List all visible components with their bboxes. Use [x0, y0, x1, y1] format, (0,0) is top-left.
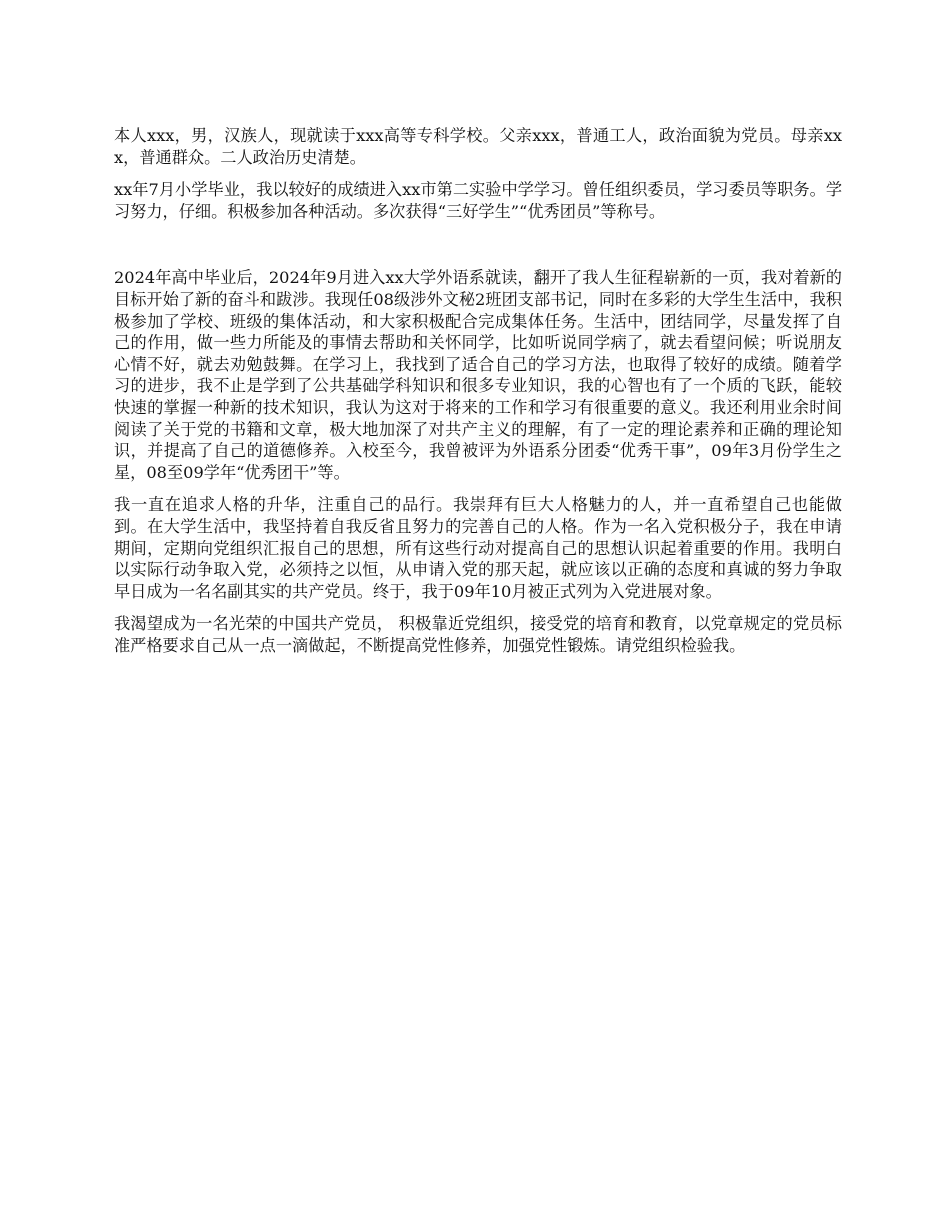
paragraph-university: 2024年高中毕业后，2024年9月进入xx大学外语系就读，翻开了我人生征程崭新的一页，我对着新的目标开始了新的奋斗和跋涉。我现任08级涉外文秘2班团支部书记，同时在多彩的大学生生活中，我积极参加了学校、班级的集体活动，和大家积极配合完成集体任务。生活中，团结同学，尽量发挥了自己的作用，做一些力所能及的事情去帮助和关怀同学，比如听说同学病了，就去看望问候；听说朋友心情不好，就去劝勉鼓舞。在学习上，我找到了适合自己的学习方法，也取得了较好的成绩。随着学习的进步，我不止是学到了公共基础学科知识和很多专业知识，我的心智也有了一个质的飞跃，能较快速的掌握一种新的技术知识，我认为这对于将来的工作和学习有很重要的意义。我还利用业余时间阅读了关于党的书籍和文章，极大地加深了对共产主义的理解，有了一定的理论素养和正确的理论知识，并提高了自己的道德修养。入校至今，我曾被评为外语系分团委“优秀干事”，09年3月份学生之星，08至09学年“优秀团干”等。 [114, 268, 842, 482]
paragraph-conclusion: 我渴望成为一名光荣的中国共产党员， 积极靠近党组织，接受党的培育和教育，以党章规定的党员标准严格要求自己从一点一滴做起，不断提高党性修养，加强党性锻炼。请党组织检验我。 [114, 614, 842, 655]
paragraph-middle-school: xx年7月小学毕业，我以较好的成绩进入xx市第二实验中学学习。曾任组织委员，学习委员等职务。学习努力，仔细。积极参加各种活动。多次获得“三好学生”“优秀团员”等称号。 [114, 180, 842, 221]
paragraph-gap [114, 233, 842, 267]
paragraph-family-background: 本人xxx，男，汉族人，现就读于xxx高等专科学校。父亲xxx，普通工人，政治面貌为党员。母亲xxx，普通群众。二人政治历史清楚。 [114, 126, 842, 167]
paragraph-character: 我一直在追求人格的升华，注重自己的品行。我崇拜有巨大人格魅力的人，并一直希望自己也能做到。在大学生活中，我坚持着自我反省且努力的完善自己的人格。作为一名入党积极分子，我在申请期间，定期向党组织汇报自己的思想，所有这些行动对提高自己的思想认识起着重要的作用。我明白以实际行动争取入党，必须持之以恒，从申请入党的那天起，就应该以正确的态度和真诚的努力争取早日成为一名名副其实的共产党员。终于，我于09年10月被正式列为入党进展对象。 [114, 495, 842, 601]
document-body [114, 125, 842, 667]
